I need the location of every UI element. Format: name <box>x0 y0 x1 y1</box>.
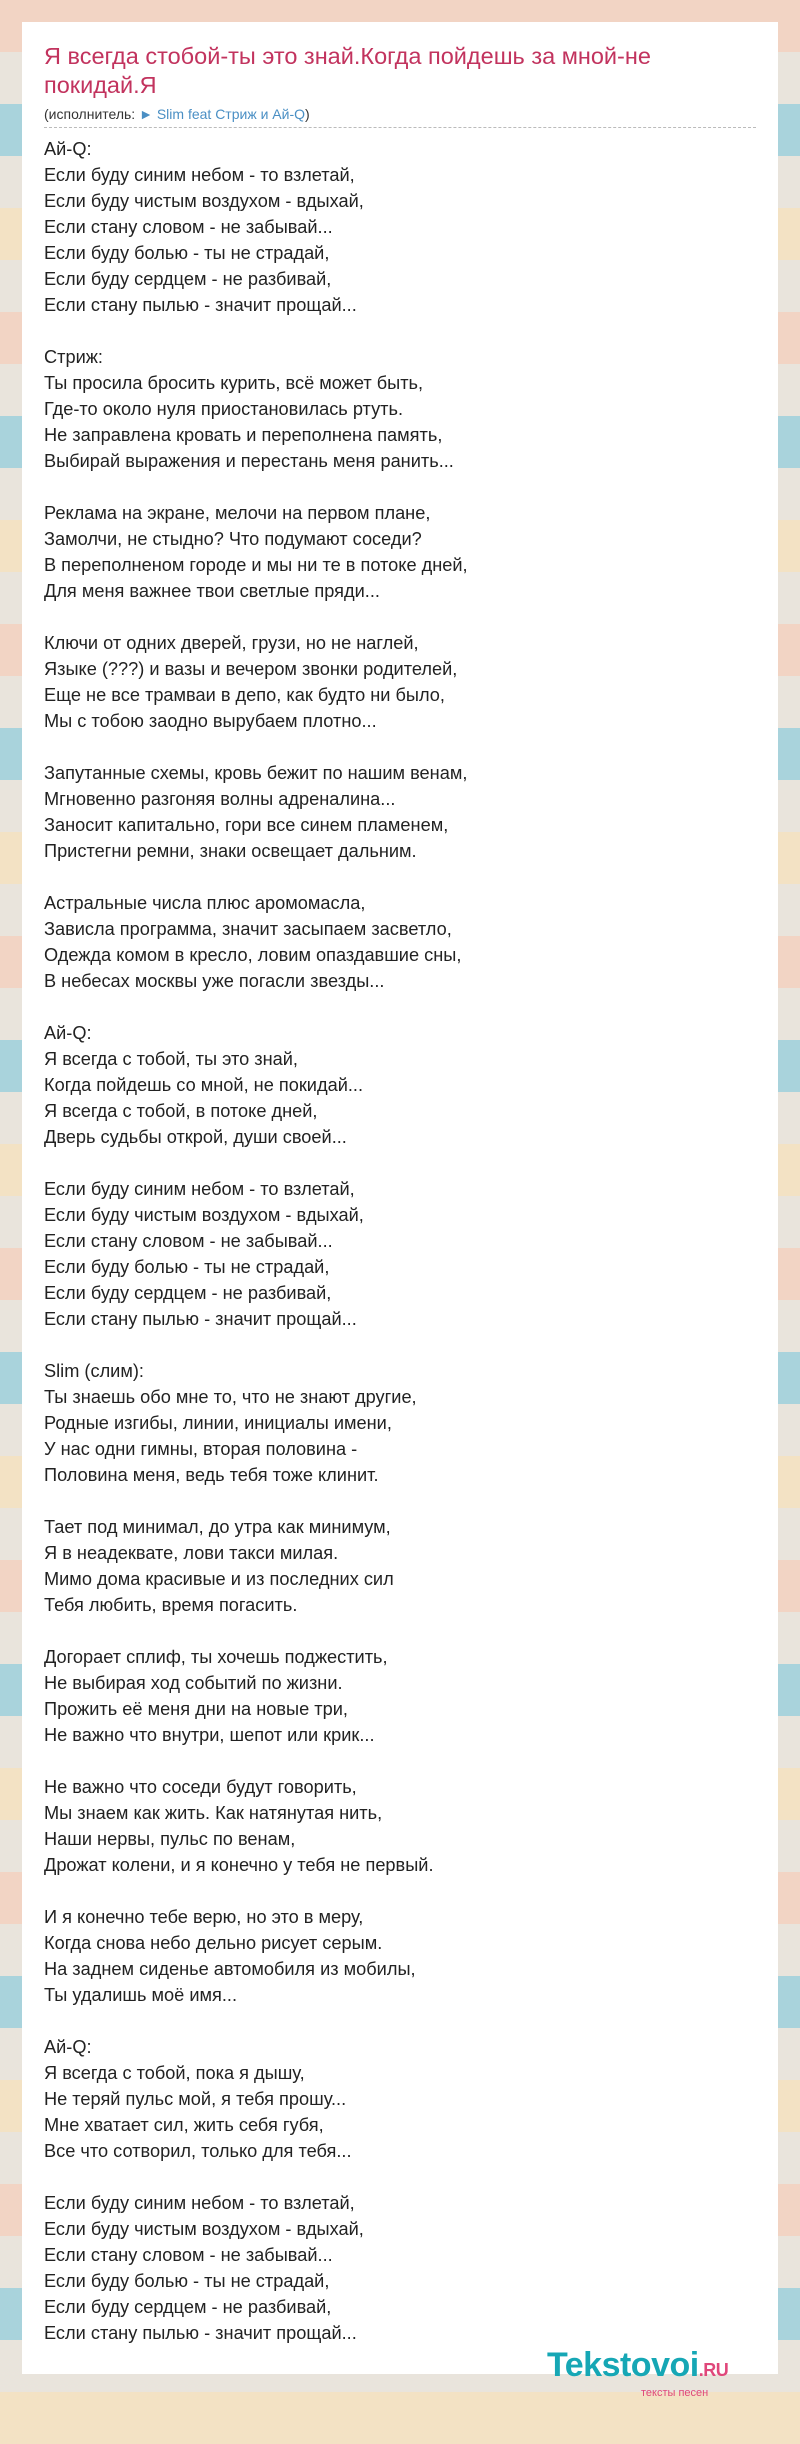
lyrics-line: Когда пойдешь со мной, не покидай... <box>44 1075 364 1095</box>
lyrics-line: Я в неадеквате, лови такси милая. <box>44 1543 339 1563</box>
lyrics-line: Заносит капитально, гори все синем пламенем, <box>44 815 449 835</box>
lyrics-line: Если стану словом - не забывай... <box>44 2245 333 2265</box>
logo-text: Tekstovoi <box>547 2346 699 2384</box>
lyrics-stanza <box>44 630 756 734</box>
lyrics-line: Если буду синим небом - то взлетай, <box>44 165 355 185</box>
lyrics-line: Для меня важнее твои светлые пряди... <box>44 581 380 601</box>
lyrics-line: Мы знаем как жить. Как натянутая нить, <box>44 1803 383 1823</box>
lyrics-line: Тает под минимал, до утра как минимум, <box>44 1517 391 1537</box>
lyrics-line: Я всегда с тобой, пока я дышу, <box>44 2063 305 2083</box>
lyrics-line: Если буду болью - ты не страдай, <box>44 243 330 263</box>
lyrics-line: Если буду болью - ты не страдай, <box>44 2271 330 2291</box>
lyrics-stanza <box>44 890 756 994</box>
lyrics-stanza <box>44 1644 756 1748</box>
lyrics-line: В переполненом городе и мы ни те в потоке дней, <box>44 555 468 575</box>
site-logo[interactable] <box>547 2348 747 2399</box>
lyrics-line: Если стану пылью - значит прощай... <box>44 1309 357 1329</box>
lyrics-line: Все что сотворил, только для тебя... <box>44 2141 352 2161</box>
lyrics-line: Дрожат колени, и я конечно у тебя не первый. <box>44 1855 434 1875</box>
background-stripe <box>0 2392 800 2444</box>
lyrics-stanza <box>44 1904 756 2008</box>
lyrics-line: Если стану пылью - значит прощай... <box>44 295 357 315</box>
lyrics-line: И я конечно тебе верю, но это в меру, <box>44 1907 364 1927</box>
lyrics-line: Наши нервы, пульс по венам, <box>44 1829 296 1849</box>
lyrics-line: В небесах москвы уже погасли звезды... <box>44 971 385 991</box>
arrow-icon: ► <box>139 106 153 122</box>
lyrics-stanza <box>44 2190 756 2346</box>
lyrics-line: Астральные числа плюс аромомасла, <box>44 893 366 913</box>
lyrics-line: Не важно что внутри, шепот или крик... <box>44 1725 375 1745</box>
lyrics-line: Когда снова небо дельно рисует серым. <box>44 1933 383 1953</box>
page-title: Я всегда стобой-ты это знай.Когда пойдешь за мной-не покидай.Я <box>44 43 651 98</box>
lyrics-line: Ай-Q: <box>44 2037 92 2057</box>
performer-close: ) <box>305 106 310 122</box>
lyrics-line: Если буду чистым воздухом - вдыхай, <box>44 2219 364 2239</box>
lyrics-line: У нас одни гимны, вторая половина - <box>44 1439 358 1459</box>
lyrics-line: Мы с тобою заодно вырубаем плотно... <box>44 711 377 731</box>
lyrics-line: Ты знаешь обо мне то, что не знают другие, <box>44 1387 417 1407</box>
lyrics-line: Slim (слим): <box>44 1361 144 1381</box>
lyrics-stanza <box>44 1176 756 1332</box>
lyrics-line: Если буду сердцем - не разбивай, <box>44 269 332 289</box>
lyrics-stanza <box>44 1514 756 1618</box>
lyrics-line: Я всегда с тобой, ты это знай, <box>44 1049 298 1069</box>
lyrics-line: Запутанные схемы, кровь бежит по нашим венам, <box>44 763 468 783</box>
lyrics-line: Замолчи, не стыдно? Что подумают соседи? <box>44 529 422 549</box>
lyrics-line: Мимо дома красивые и из последних сил <box>44 1569 394 1589</box>
performer-label: (исполнитель: <box>44 106 136 122</box>
lyrics-stanza <box>44 1020 756 1150</box>
lyrics-line: Родные изгибы, линии, инициалы имени, <box>44 1413 392 1433</box>
lyrics-line: Одежда комом в кресло, ловим опаздавшие сны, <box>44 945 462 965</box>
lyrics-line: Если буду сердцем - не разбивай, <box>44 1283 332 1303</box>
lyrics-line: Не заправлена кровать и переполнена память, <box>44 425 443 445</box>
lyrics-stanza <box>44 760 756 864</box>
performer-line <box>44 106 756 128</box>
lyrics-line: На заднем сиденье автомобиля из мобилы, <box>44 1959 416 1979</box>
lyrics-line: Пристегни ремни, знаки освещает дальним. <box>44 841 417 861</box>
lyrics-stanza <box>44 2034 756 2164</box>
lyrics-line: Если буду болью - ты не страдай, <box>44 1257 330 1277</box>
lyrics-line: Половина меня, ведь тебя тоже клинит. <box>44 1465 379 1485</box>
lyrics-line: Еще не все трамваи в депо, как будто ни было, <box>44 685 445 705</box>
lyrics-stanza <box>44 1358 756 1488</box>
lyrics-line: Если стану словом - не забывай... <box>44 1231 333 1251</box>
lyrics-card <box>22 22 778 2374</box>
lyrics-line: Ты удалишь моё имя... <box>44 1985 238 2005</box>
lyrics-stanza <box>44 1774 756 1878</box>
logo-tld: .RU <box>698 2360 729 2380</box>
lyrics-stanza <box>44 500 756 604</box>
lyrics-stanza <box>44 344 756 474</box>
lyrics-line: Ты просила бросить курить, всё может быть, <box>44 373 424 393</box>
lyrics-line: Если стану словом - не забывай... <box>44 217 333 237</box>
lyrics-line: Если буду чистым воздухом - вдыхай, <box>44 1205 364 1225</box>
performer-link[interactable] <box>139 106 305 122</box>
lyrics-line: Выбирай выражения и перестань меня ранить... <box>44 451 454 471</box>
lyrics-line: Не важно что соседи будут говорить, <box>44 1777 357 1797</box>
lyrics-line: Зависла программа, значит засыпаем засветло, <box>44 919 452 939</box>
lyrics-line: Прожить её меня дни на новые три, <box>44 1699 348 1719</box>
performer-name: Slim feat Стриж и Ай-Q <box>156 106 305 122</box>
lyrics-line: Стриж: <box>44 347 103 367</box>
lyrics-line: Языке (???) и вазы и вечером звонки родителей, <box>44 659 458 679</box>
lyrics-line: Тебя любить, время погасить. <box>44 1595 298 1615</box>
lyrics-line: Если буду сердцем - не разбивай, <box>44 2297 332 2317</box>
lyrics-line: Догорает сплиф, ты хочешь поджестить, <box>44 1647 388 1667</box>
lyrics-line: Дверь судьбы открой, души своей... <box>44 1127 347 1147</box>
lyrics-line: Не теряй пульс мой, я тебя прошу... <box>44 2089 347 2109</box>
lyrics-body <box>44 136 756 2346</box>
lyrics-line: Мне хватает сил, жить себя губя, <box>44 2115 324 2135</box>
lyrics-line: Где-то около нуля приостановилась ртуть. <box>44 399 404 419</box>
lyrics-line: Если буду синим небом - то взлетай, <box>44 2193 355 2213</box>
lyrics-line: Если стану пылью - значит прощай... <box>44 2323 357 2343</box>
logo-tagline: тексты песен <box>641 2387 709 2399</box>
lyrics-line: Не выбирая ход событий по жизни. <box>44 1673 343 1693</box>
lyrics-line: Мгновенно разгоняя волны адреналина... <box>44 789 396 809</box>
lyrics-stanza <box>44 136 756 318</box>
lyrics-line: Ай-Q: <box>44 139 92 159</box>
lyrics-line: Если буду синим небом - то взлетай, <box>44 1179 355 1199</box>
lyrics-line: Ключи от одних дверей, грузи, но не наглей, <box>44 633 419 653</box>
lyrics-line: Реклама на экране, мелочи на первом плане, <box>44 503 431 523</box>
lyrics-line: Я всегда с тобой, в потоке дней, <box>44 1101 318 1121</box>
lyrics-line: Ай-Q: <box>44 1023 92 1043</box>
lyrics-line: Если буду чистым воздухом - вдыхай, <box>44 191 364 211</box>
